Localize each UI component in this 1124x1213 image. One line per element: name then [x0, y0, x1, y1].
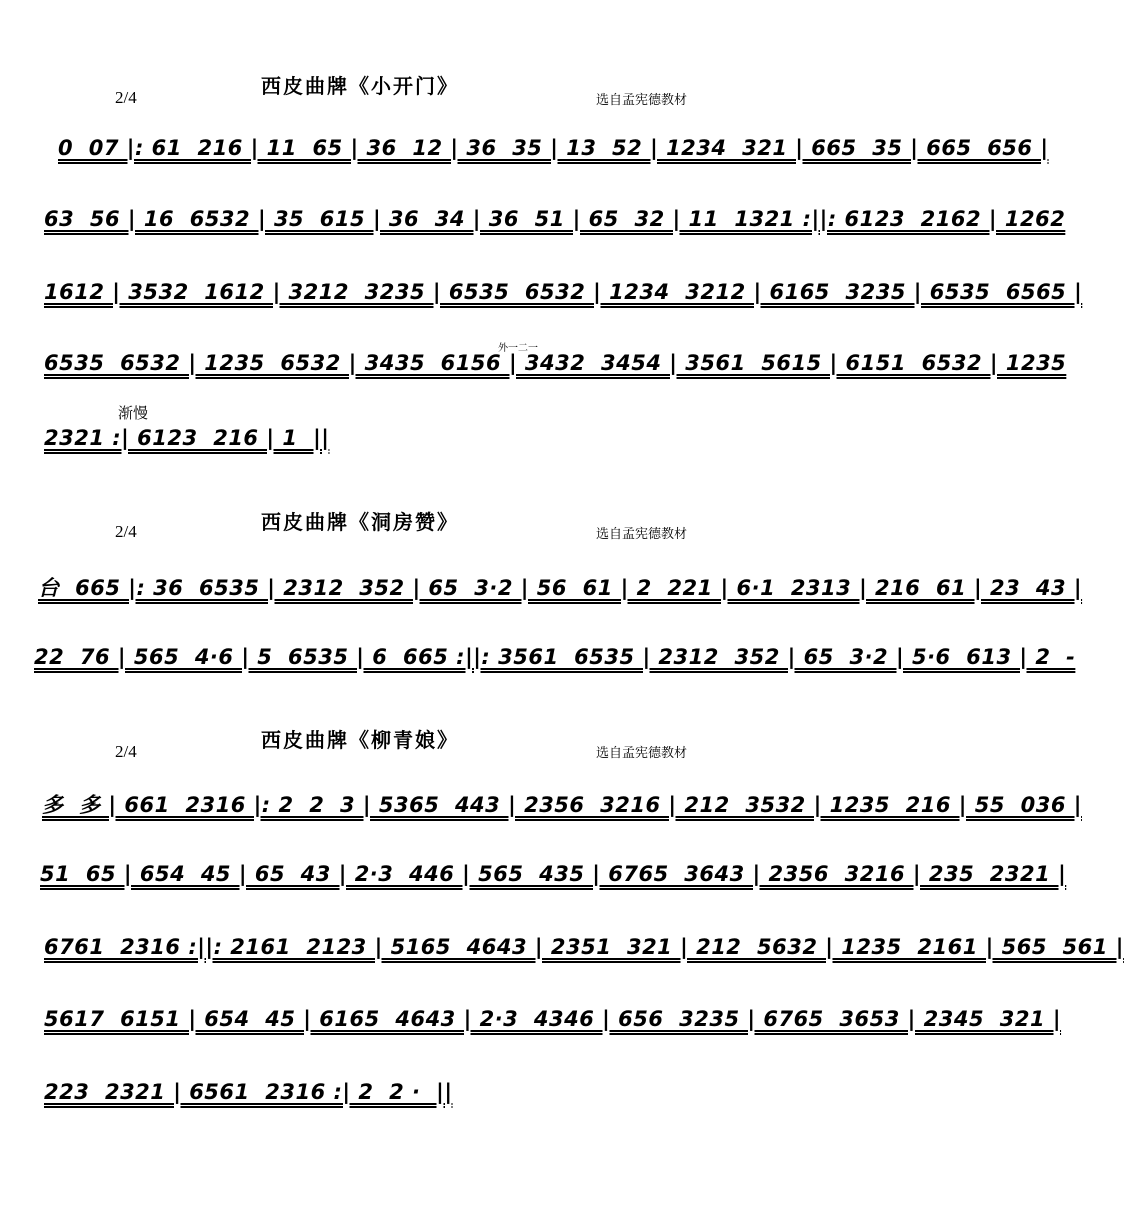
notation-text: 多 多 | 661 2316 |: 2 2 3 | 5365 443 | 2356 3216 | 212 3532 | 1235 216 | 55 036 | [42, 793, 1082, 817]
notation-text: 22 76 | 565 4·6 | 5 6535 | 6 665 :||: 3561 6535 | 2312 352 | 65 3·2 | 5·6 613 | 2 - [34, 645, 1076, 669]
notation-text: 5617 6151 | 654 45 | 6165 4643 | 2·3 4346 | 656 3235 | 6765 3653 | 2345 321 | [44, 1007, 1062, 1031]
notation-text: 2321 :| 6123 216 | 1 || [44, 426, 330, 450]
score-line [0, 136, 1049, 176]
notation-text: 223 2321 | 6561 2316 :| 2 2 · || [44, 1080, 453, 1104]
score-line [0, 645, 1076, 685]
source-note: 选自孟宪德教材 [596, 93, 688, 108]
time-signature: 2/4 [115, 88, 137, 107]
score-line [0, 789, 1082, 829]
piece-title: 西皮曲牌《柳青娘》 [261, 728, 459, 752]
score-line [0, 862, 1067, 902]
time-signature: 2/4 [115, 522, 137, 541]
notation-text: 63 56 | 16 6532 | 35 615 | 36 34 | 36 51 | 65 32 | 11 1321 :||: 6123 2162 | 1262 [44, 207, 1066, 231]
tempo-marking: 渐慢 [118, 404, 149, 422]
score-line [0, 207, 1066, 247]
fingering-annotation: 外一二一 [498, 343, 538, 354]
notation-text: 1612 | 3532 1612 | 3212 3235 | 6535 6532 | 1234 3212 | 6165 3235 | 6535 6565 | [44, 280, 1083, 304]
notation-text: 6535 6532 | 1235 6532 | 3435 6156 | 3432 3454 | 3561 5615 | 6151 6532 | 1235 [44, 351, 1067, 375]
notation-text: 6761 2316 :||: 2161 2123 | 5165 4643 | 2351 321 | 212 5632 | 1235 2161 | 565 561 | [44, 935, 1124, 959]
notation-text: 51 65 | 654 45 | 65 43 | 2·3 446 | 565 435 | 6765 3643 | 2356 3216 | 235 2321 | [40, 862, 1067, 886]
notation-text: 0 07 |: 61 216 | 11 65 | 36 12 | 36 35 | 13 52 | 1234 321 | 665 35 | 665 656 | [58, 136, 1049, 160]
source-note: 选自孟宪德教材 [596, 746, 688, 761]
score-line [0, 426, 864, 466]
score-line [0, 1080, 864, 1120]
score-line [0, 1007, 1062, 1047]
score-line [0, 280, 1083, 320]
score-line [0, 351, 1067, 391]
piece-title: 西皮曲牌《小开门》 [261, 74, 459, 98]
notation-text: 台 665 |: 36 6535 | 2312 352 | 65 3·2 | 56 61 | 2 221 | 6·1 2313 | 216 61 | 23 43 | [38, 576, 1083, 600]
time-signature: 2/4 [115, 742, 137, 761]
source-note: 选自孟宪德教材 [596, 527, 688, 542]
piece-title: 西皮曲牌《洞房赞》 [261, 510, 459, 534]
score-line [0, 935, 1124, 975]
score-line [0, 572, 1083, 612]
